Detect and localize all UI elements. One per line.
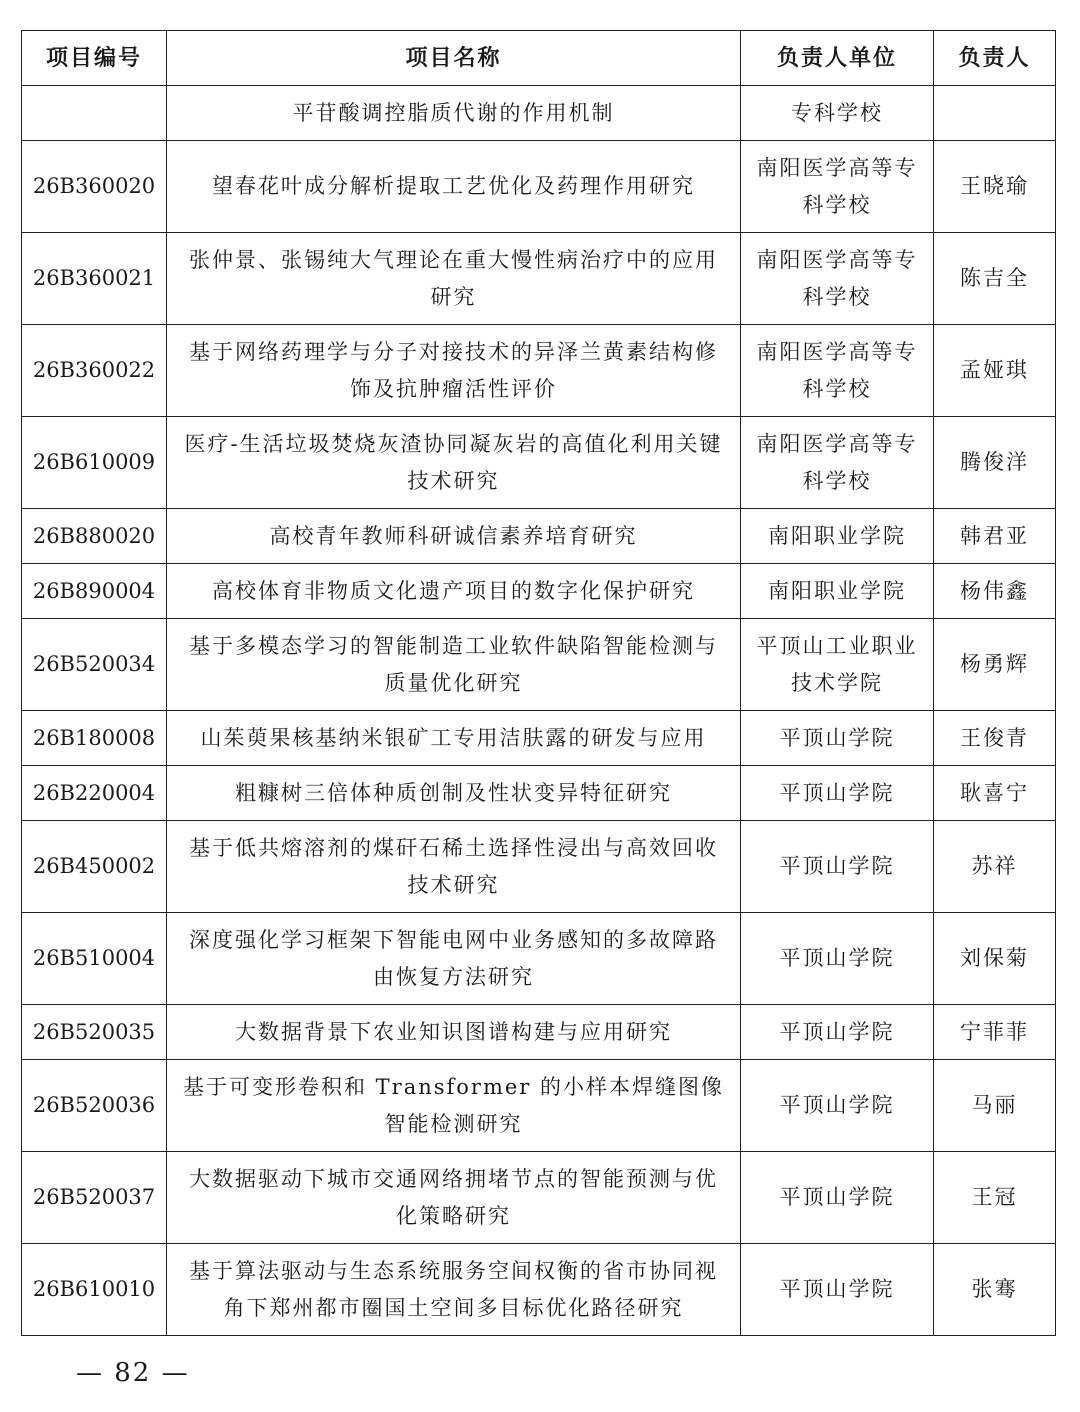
person-cell: 杨伟鑫 [934, 564, 1056, 619]
project-code-cell: 26B610009 [22, 417, 167, 509]
project-code-cell: 26B450002 [22, 821, 167, 913]
project-title-cell: 大数据背景下农业知识图谱构建与应用研究 [167, 1005, 741, 1060]
project-title-cell: 基于低共熔溶剂的煤矸石稀土选择性浸出与高效回收技术研究 [167, 821, 741, 913]
project-title-cell: 高校青年教师科研诚信素养培育研究 [167, 509, 741, 564]
unit-cell: 南阳职业学院 [741, 509, 934, 564]
header-unit: 负责人单位 [741, 31, 934, 86]
project-code-cell: 26B520036 [22, 1060, 167, 1152]
person-cell [934, 86, 1056, 141]
table-row [22, 913, 1056, 1005]
table-row [22, 325, 1056, 417]
person-cell: 腾俊洋 [934, 417, 1056, 509]
table-row [22, 1005, 1056, 1060]
person-cell: 王俊青 [934, 711, 1056, 766]
project-title-cell: 基于可变形卷积和 Transformer 的小样本焊缝图像智能检测研究 [167, 1060, 741, 1152]
unit-cell: 平顶山学院 [741, 711, 934, 766]
project-code-cell: 26B510004 [22, 913, 167, 1005]
project-title-cell: 大数据驱动下城市交通网络拥堵节点的智能预测与优化策略研究 [167, 1152, 741, 1244]
table-row [22, 711, 1056, 766]
table-row [22, 1152, 1056, 1244]
table-row [22, 821, 1056, 913]
unit-cell: 平顶山学院 [741, 1244, 934, 1336]
table-row [22, 564, 1056, 619]
table-row [22, 509, 1056, 564]
project-title-cell: 医疗-生活垃圾焚烧灰渣协同凝灰岩的高值化利用关键技术研究 [167, 417, 741, 509]
project-table [21, 30, 1056, 1336]
project-code-cell [22, 86, 167, 141]
project-title-cell: 平苷酸调控脂质代谢的作用机制 [167, 86, 741, 141]
project-title-cell: 高校体育非物质文化遗产项目的数字化保护研究 [167, 564, 741, 619]
project-code-cell: 26B220004 [22, 766, 167, 821]
project-title-cell: 基于多模态学习的智能制造工业软件缺陷智能检测与质量优化研究 [167, 619, 741, 711]
unit-cell: 南阳医学高等专科学校 [741, 325, 934, 417]
project-code-cell: 26B360021 [22, 233, 167, 325]
project-title-cell: 基于算法驱动与生态系统服务空间权衡的省市协同视角下郑州都市圈国土空间多目标优化路径研究 [167, 1244, 741, 1336]
unit-cell: 南阳医学高等专科学校 [741, 141, 934, 233]
header-row [22, 31, 1056, 86]
table-row [22, 766, 1056, 821]
project-code-cell: 26B520035 [22, 1005, 167, 1060]
person-cell: 苏祥 [934, 821, 1056, 913]
unit-cell: 平顶山学院 [741, 821, 934, 913]
unit-cell: 南阳医学高等专科学校 [741, 233, 934, 325]
project-code-cell: 26B180008 [22, 711, 167, 766]
person-cell: 杨勇辉 [934, 619, 1056, 711]
person-cell: 韩君亚 [934, 509, 1056, 564]
unit-cell: 南阳医学高等专科学校 [741, 417, 934, 509]
project-title-cell: 望春花叶成分解析提取工艺优化及药理作用研究 [167, 141, 741, 233]
person-cell: 宁菲菲 [934, 1005, 1056, 1060]
table-row [22, 1244, 1056, 1336]
header-project-title: 项目名称 [167, 31, 741, 86]
person-cell: 刘保菊 [934, 913, 1056, 1005]
person-cell: 王晓瑜 [934, 141, 1056, 233]
table-body [22, 86, 1056, 1336]
table-row [22, 233, 1056, 325]
table-row [22, 86, 1056, 141]
project-title-cell: 粗糠树三倍体种质创制及性状变异特征研究 [167, 766, 741, 821]
project-code-cell: 26B610010 [22, 1244, 167, 1336]
person-cell: 陈吉全 [934, 233, 1056, 325]
project-title-cell: 山茱萸果核基纳米银矿工专用洁肤露的研发与应用 [167, 711, 741, 766]
header-project-code: 项目编号 [22, 31, 167, 86]
page-number: — 82 — [76, 1358, 190, 1388]
person-cell: 孟娅琪 [934, 325, 1056, 417]
unit-cell: 专科学校 [741, 86, 934, 141]
project-title-cell: 深度强化学习框架下智能电网中业务感知的多故障路由恢复方法研究 [167, 913, 741, 1005]
header-person: 负责人 [934, 31, 1056, 86]
table-row [22, 619, 1056, 711]
unit-cell: 平顶山工业职业技术学院 [741, 619, 934, 711]
project-title-cell: 张仲景、张锡纯大气理论在重大慢性病治疗中的应用研究 [167, 233, 741, 325]
table-header [22, 31, 1056, 86]
table-row [22, 141, 1056, 233]
project-code-cell: 26B890004 [22, 564, 167, 619]
table-row [22, 1060, 1056, 1152]
unit-cell: 平顶山学院 [741, 1060, 934, 1152]
person-cell: 马丽 [934, 1060, 1056, 1152]
unit-cell: 平顶山学院 [741, 766, 934, 821]
unit-cell: 平顶山学院 [741, 913, 934, 1005]
project-title-cell: 基于网络药理学与分子对接技术的异泽兰黄素结构修饰及抗肿瘤活性评价 [167, 325, 741, 417]
person-cell: 耿喜宁 [934, 766, 1056, 821]
unit-cell: 南阳职业学院 [741, 564, 934, 619]
person-cell: 王冠 [934, 1152, 1056, 1244]
project-code-cell: 26B880020 [22, 509, 167, 564]
project-code-cell: 26B520037 [22, 1152, 167, 1244]
person-cell: 张骞 [934, 1244, 1056, 1336]
unit-cell: 平顶山学院 [741, 1152, 934, 1244]
project-code-cell: 26B360022 [22, 325, 167, 417]
project-code-cell: 26B520034 [22, 619, 167, 711]
unit-cell: 平顶山学院 [741, 1005, 934, 1060]
project-code-cell: 26B360020 [22, 141, 167, 233]
table-row [22, 417, 1056, 509]
